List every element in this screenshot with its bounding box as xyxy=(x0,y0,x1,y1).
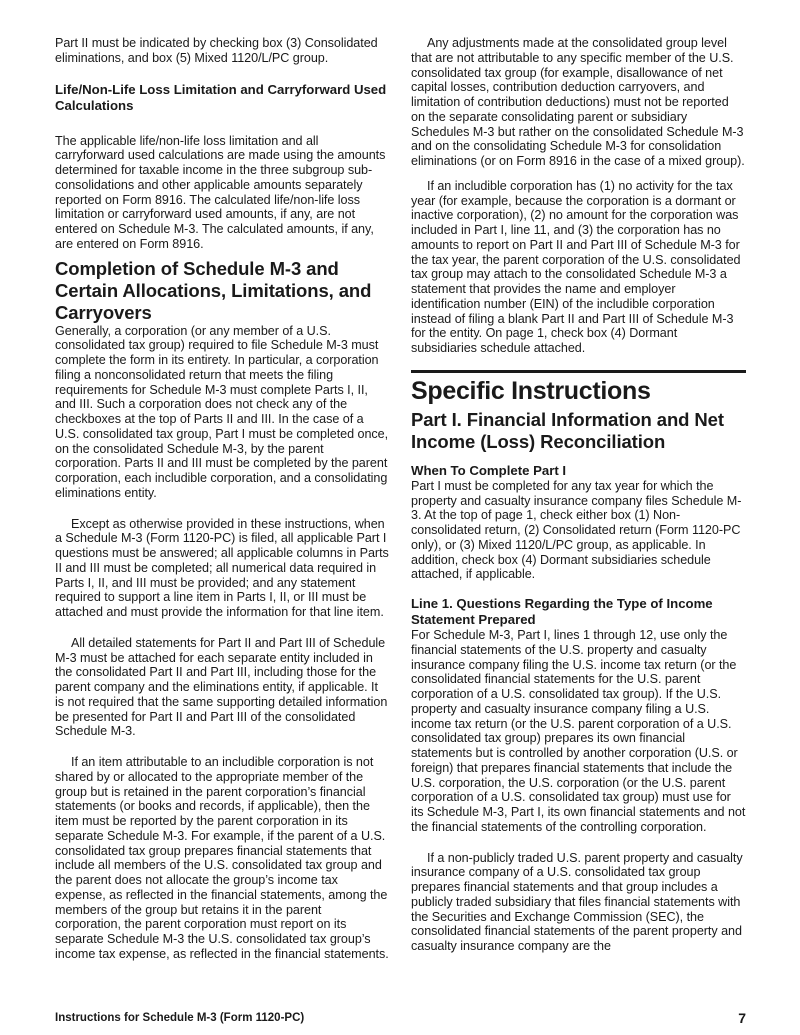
heading-part1-financial-information: Part I. Financial Information and Net Income (Loss) Reconciliation xyxy=(411,408,724,452)
page-footer xyxy=(55,1012,746,1028)
heading-life-nonlife-loss: Life/Non-Life Loss Limitation and Carryforward Used Calculations xyxy=(55,81,387,113)
paragraph-line1-a: For Schedule M-3, Part I, lines 1 through 12, use only the financial statements of the U.S. property and casualty insurance company filing the U.S. income tax return (or the consolidated financial statements for the U.S. parent corporation of a U.S. consolidated tax group). If the U.S. property and casualty insurance company filing a U.S. income tax return (or the U.S. parent corporation of a U.S. consolidated tax group) prepares its own financial statements but is controlled by another corporation (U.S. or foreign) that prepares financial statements that include the U.S. corporation, the U.S. corporation (or the U.S. parent corporation of a U.S. consolidated tax group) must use for its Schedule M-3, Part I, its own financial statements and not the financial statements of the controlling corporation. xyxy=(411,628,746,834)
paragraph-consolidated-adjustments: Any adjustments made at the consolidated group level that are not attributable to any specific member of the U.S. consolidated tax group (for example, disallowance of net capital losses, contribution deduction carryovers, and limitation of contribution deductions) must not be reported on the separate consolidating parent or subsidiary Schedules M-3 but rather on the consolidated Schedule M-3 and on the consolidating Schedule M-3 for consolidation eliminations (or on Form 8916 in the case of a mixed group). xyxy=(411,36,745,168)
paragraph-completion-1: Generally, a corporation (or any member of a U.S. consolidated tax group) required to file Schedule M-3 must complete the form in its entirety. In particular, a corporation filing a nonconsolidated return that meets the filing requirements for Schedule M-3 must complete Parts I, II, and III. Such a corporation does not check any of the checkboxes at the top of Parts II and III. In the case of a U.S. consolidated tax group, Part I must be completed once, on the consolidated Schedule M-3, by the parent corporation. Parts II and III must be completed by the parent corporation, each includible corporation, and a consolidating eliminations entity. xyxy=(55,323,389,500)
page-number: 7 xyxy=(738,1010,746,1026)
paragraph-part2-indication: Part II must be indicated by checking box (3) Consolidated eliminations, and box (5) Mixed 1120/L/PC group. xyxy=(55,36,378,65)
paragraph-life-nonlife-loss: The applicable life/non-life loss limitation and all carryforward used calculations are made using the amounts determined for taxable income in the three subgroup sub-consolidations and other applicable amounts separately reported on Form 8916. The calculated life/non-life loss limitation or carryforward used amounts, if any, are not entered on Schedule M-3. The calculated amounts, if any, are entered on Form 8916. xyxy=(55,133,386,251)
paragraph-completion-2: Except as otherwise provided in these instructions, when a Schedule M-3 (Form 1120-PC) is filed, all applicable Part I questions must be answered; all applicable columns in Parts II and III must be completed; all numerical data required in Parts I, II, and III must be provided; and any statement required to support a line item in Parts I, II, or III must be attached and must provide the information for that line item. xyxy=(55,516,389,619)
paragraph-dormant-subsidiaries: If an includible corporation has (1) no activity for the tax year (for example, because the corporation is a dormant or inactive corporation), (2) no amount for the corporation was included in Part I, line 11, and (3) the corporation has no amounts to report on Part II and Part III of Schedule M-3 for the tax year, the parent corporation of the U.S. consolidated tax group may attach to the consolidated Schedule M-3 a statement that provides the name and employer identification number (EIN) of the includible corporation instead of filing a blank Part II and Part III of Schedule M-3 for the entity. On page 1, check box (4) Dormant subsidiaries schedule attached. xyxy=(411,178,741,355)
heading-line1-questions: Line 1. Questions Regarding the Type of Income Statement Prepared xyxy=(411,596,713,627)
paragraph-line1-b: If a non-publicly traded U.S. parent property and casualty insurance company of a U.S. consolidated tax group prepares financial statements and that group includes a publicly traded subsidiary that files financial statements with the Securities and Exchange Commission (SEC), the consolidated financial statements of the parent property and casualty insurance company are the xyxy=(411,850,743,953)
heading-specific-instructions: Specific Instructions xyxy=(411,376,651,405)
right-column xyxy=(411,36,746,954)
heading-when-to-complete-part1: When To Complete Part I xyxy=(411,462,567,478)
heading-completion-schedule-m3: Completion of Schedule M-3 and Certain Allocations, Limitations, and Carryovers xyxy=(55,257,372,323)
footer-document-title: Instructions for Schedule M-3 (Form 1120-PC) xyxy=(55,1012,305,1024)
paragraph-completion-3: All detailed statements for Part II and Part III of Schedule M-3 must be attached for each separate entity included in the consolidated Part II and Part III, including those for the parent company and the eliminations entity, if applicable. It is not required that the same supporting detailed information be presented for Part II and Part III of the consolidated Schedule M-3. xyxy=(55,635,388,739)
paragraph-completion-4: If an item attributable to an includible corporation is not shared by or allocated to the appropriate member of the group but is retained in the parent corporation’s financial statements (or books and records, if applicable), then the item must be reported by the parent corporation in its separate Schedule M-3. For example, if the parent of a U.S. consolidated tax group prepares financial statements that include all members of the U.S. consolidated tax group and the parent does not allocate the group’s income tax expense, as reflected in the financial statements, among the members of the group but retains it in the parent corporation, the parent corporation must report on its separate Schedule M-3 the U.S. consolidated tax group’s income tax expense, as reflected in the financial statements. xyxy=(55,755,389,961)
left-column xyxy=(55,36,390,962)
paragraph-when-to-complete: Part I must be completed for any tax year for which the property and casualty insurance company files Schedule M-3. At the top of page 1, check either box (1) Non-consolidated return, (2) Consolidated return (Form 1120-PC only), or (3) Mixed 1120/L/PC group, as applicable. In addition, check box (4) Dormant subsidiaries schedule attached, if applicable. xyxy=(411,478,742,582)
